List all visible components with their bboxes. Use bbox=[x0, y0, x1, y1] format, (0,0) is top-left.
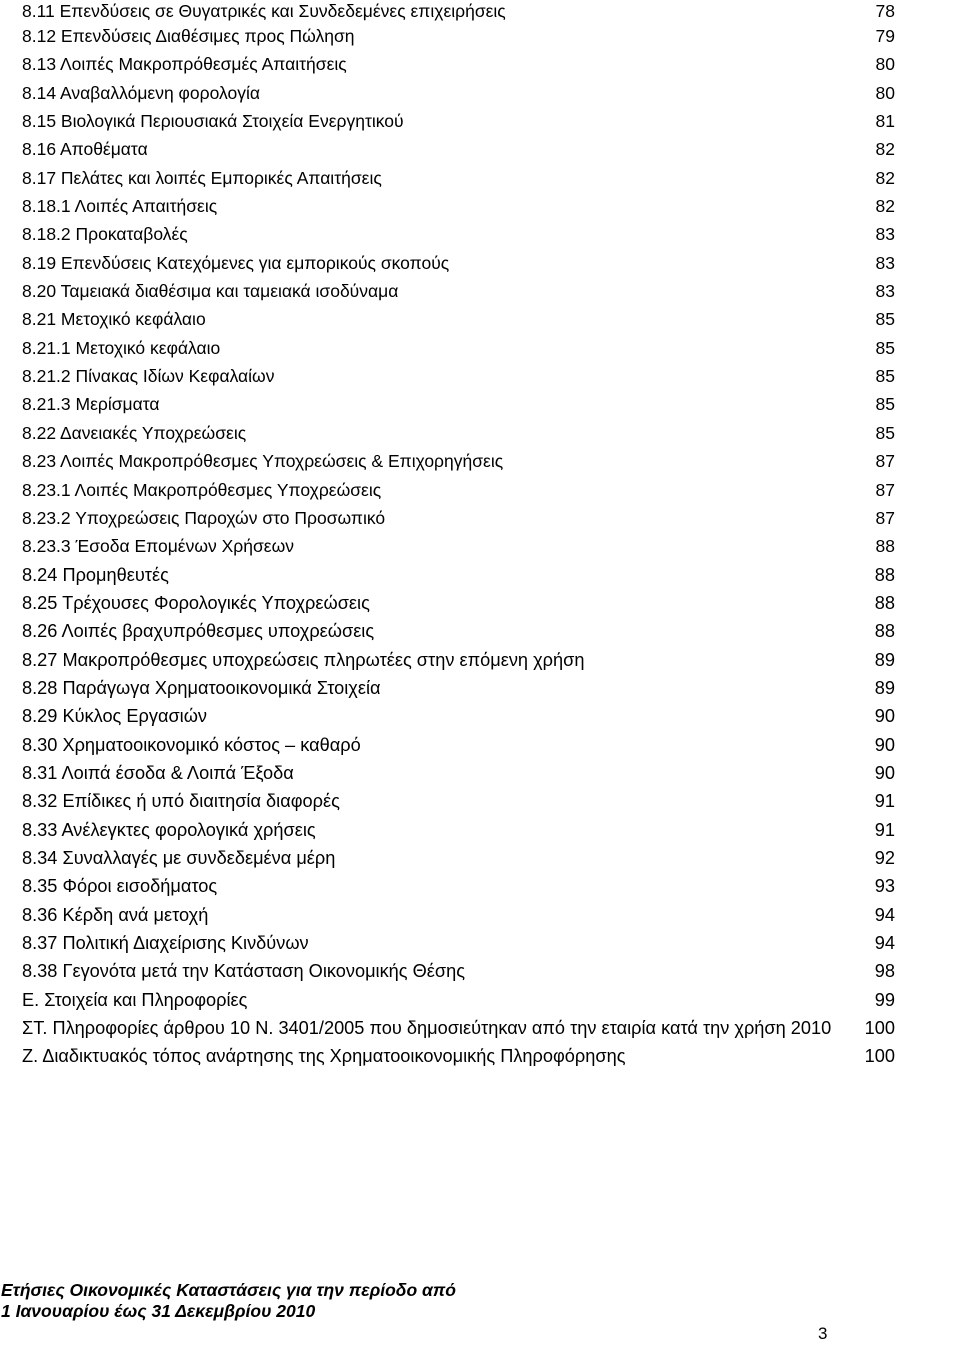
toc-entry-page: 89 bbox=[874, 649, 895, 670]
toc-entry-page: 87 bbox=[875, 479, 895, 500]
toc-entry-st[interactable] bbox=[0, 1014, 960, 1042]
footer-title-line-1: Ετήσιες Οικονομικές Καταστάσεις για την περίοδο από bbox=[1, 1280, 456, 1300]
toc-entry-label: 8.18.2 Προκαταβολές bbox=[22, 224, 188, 245]
toc-entry-page: 100 bbox=[864, 1046, 895, 1067]
toc-entry-8-20[interactable] bbox=[0, 277, 960, 305]
toc-entry-page: 92 bbox=[874, 847, 895, 868]
toc-entry-label: 8.37 Πολιτική Διαχείρισης Κινδύνων bbox=[22, 933, 309, 953]
toc-entry-8-15[interactable] bbox=[0, 107, 960, 135]
toc-entry-8-29[interactable] bbox=[0, 702, 960, 730]
toc-entry-8-27[interactable] bbox=[0, 646, 960, 674]
toc-entry-label: 8.12 Επενδύσεις Διαθέσιμες προς Πώληση bbox=[22, 26, 355, 46]
toc-entry-label: 8.18.1 Λοιπές Απαιτήσεις bbox=[22, 196, 218, 217]
toc-entry-8-28[interactable] bbox=[0, 674, 960, 702]
toc-entry-8-21-2[interactable] bbox=[0, 362, 960, 390]
toc-entry-page: 94 bbox=[874, 904, 895, 925]
toc-entry-label: 8.11 Επενδύσεις σε Θυγατρικές και Συνδεδεμένες επιχειρήσεις bbox=[22, 1, 506, 21]
toc-entry-label: 8.23.3 Έσοδα Επομένων Χρήσεων bbox=[22, 536, 295, 557]
toc-entry-8-21-3[interactable] bbox=[0, 390, 960, 418]
toc-entry-label: 8.23 Λοιπές Μακροπρόθεσμες Υποχρεώσεις & Επιχορηγήσεις bbox=[22, 451, 504, 472]
toc-entry-label: 8.20 Ταμειακά διαθέσιμα και ταμειακά ισοδύναμα bbox=[22, 281, 399, 302]
toc-entry-label: 8.36 Κέρδη ανά μετοχή bbox=[22, 904, 209, 925]
toc-entry-label: 8.13 Λοιπές Μακροπρόθεσμές Απαιτήσεις bbox=[22, 54, 347, 75]
toc-entry-z[interactable] bbox=[0, 1042, 960, 1070]
toc-entry-label: 8.24 Προμηθευτές bbox=[22, 564, 169, 585]
footer-title-line-2: 1 Ιανουαρίου έως 31 Δεκεμβρίου 2010 bbox=[1, 1301, 316, 1321]
toc-entry-8-25[interactable] bbox=[0, 589, 960, 617]
toc-entry-label: Ε. Στοιχεία και Πληροφορίες bbox=[22, 989, 248, 1010]
toc-entry-label: 8.21.3 Μερίσματα bbox=[22, 394, 160, 415]
toc-entry-page: 83 bbox=[875, 224, 895, 245]
toc-entry-page: 88 bbox=[875, 536, 895, 557]
toc-entry-page: 88 bbox=[874, 621, 895, 642]
toc-entry-8-14[interactable] bbox=[0, 79, 960, 107]
toc-entry-page: 81 bbox=[875, 111, 895, 132]
toc-entry-8-11[interactable] bbox=[0, 0, 960, 22]
toc-entry-page: 83 bbox=[875, 252, 895, 273]
toc-entry-label: ΣΤ. Πληροφορίες άρθρου 10 Ν. 3401/2005 που δημοσιεύτηκαν από την εταιρία κατά την χρήση 2010 bbox=[22, 1018, 832, 1039]
toc-entry-8-37[interactable] bbox=[0, 929, 960, 957]
toc-entry-8-23[interactable] bbox=[0, 447, 960, 475]
toc-entry-page: 93 bbox=[874, 876, 895, 897]
toc-entry-page: 87 bbox=[875, 507, 895, 528]
toc-entry-8-13[interactable] bbox=[0, 50, 960, 78]
toc-entry-page: 91 bbox=[874, 791, 895, 812]
toc-entry-label: 8.33 Ανέλεγκτες φορολογικά χρήσεις bbox=[22, 819, 316, 840]
toc-entry-label: 8.26 Λοιπές βραχυπρόθεσμες υποχρεώσεις bbox=[22, 621, 375, 642]
toc-entry-8-26[interactable] bbox=[0, 617, 960, 645]
toc-entry-8-31[interactable] bbox=[0, 759, 960, 787]
toc-entry-page: 88 bbox=[874, 564, 895, 585]
toc-entry-page: 90 bbox=[874, 734, 895, 755]
toc-entry-label: 8.23.1 Λοιπές Μακροπρόθεσμες Υποχρεώσεις bbox=[22, 479, 382, 500]
toc-entry-page: 78 bbox=[875, 1, 895, 21]
toc-entry-label: 8.25 Τρέχουσες Φορολογικές Υποχρεώσεις bbox=[22, 592, 370, 613]
toc-entry-label: 8.29 Κύκλος Εργασιών bbox=[22, 706, 208, 727]
toc-entry-label: 8.27 Μακροπρόθεσμες υποχρεώσεις πληρωτέες στην επόμενη χρήση bbox=[22, 649, 585, 670]
toc-entry-page: 80 bbox=[875, 82, 895, 103]
toc-entry-page: 85 bbox=[875, 394, 895, 415]
toc-entry-8-24[interactable] bbox=[0, 561, 960, 589]
toc-entry-page: 80 bbox=[875, 54, 895, 75]
toc-entry-label: 8.32 Επίδικες ή υπό διαιτησία διαφορές bbox=[22, 791, 340, 812]
toc-entry-page: 87 bbox=[875, 451, 895, 472]
toc-entry-page: 79 bbox=[875, 26, 895, 46]
toc-entry-label: 8.14 Αναβαλλόμενη φορολογία bbox=[22, 82, 260, 103]
toc-entry-page: 82 bbox=[875, 139, 895, 160]
toc-entry-e[interactable] bbox=[0, 986, 960, 1014]
toc-entry-page: 85 bbox=[875, 337, 895, 358]
toc-entry-page: 90 bbox=[874, 762, 895, 783]
toc-entry-8-23-3[interactable] bbox=[0, 532, 960, 560]
toc-entry-label: 8.22 Δανειακές Υποχρεώσεις bbox=[22, 422, 247, 443]
toc-entry-8-22[interactable] bbox=[0, 419, 960, 447]
toc-entry-page: 82 bbox=[875, 196, 895, 217]
toc-entry-label: 8.23.2 Υποχρεώσεις Παροχών στο Προσωπικό bbox=[22, 507, 386, 528]
toc-entry-8-32[interactable] bbox=[0, 787, 960, 815]
toc-entry-label: 8.34 Συναλλαγές με συνδεδεμένα μέρη bbox=[22, 847, 336, 868]
toc-entry-8-12[interactable] bbox=[0, 22, 960, 50]
toc-entry-8-17[interactable] bbox=[0, 164, 960, 192]
toc-entry-page: 100 bbox=[864, 1018, 895, 1039]
toc-entry-page: 99 bbox=[874, 989, 895, 1010]
toc-entry-page: 88 bbox=[874, 592, 895, 613]
toc-entry-8-21-1[interactable] bbox=[0, 334, 960, 362]
toc-entry-page: 85 bbox=[875, 309, 895, 330]
toc-entry-8-23-2[interactable] bbox=[0, 504, 960, 532]
toc-entry-8-38[interactable] bbox=[0, 957, 960, 985]
toc-entry-label: 8.17 Πελάτες και λοιπές Εμπορικές Απαιτήσεις bbox=[22, 167, 382, 188]
toc-entry-8-36[interactable] bbox=[0, 901, 960, 929]
toc-entry-label: Ζ. Διαδικτυακός τόπος ανάρτησης της Χρηματοοικονομικής Πληροφόρησης bbox=[22, 1046, 626, 1067]
toc-entry-8-35[interactable] bbox=[0, 872, 960, 900]
toc-entry-label: 8.38 Γεγονότα μετά την Κατάσταση Οικονομικής Θέσης bbox=[22, 961, 465, 982]
toc-entry-page: 98 bbox=[874, 961, 895, 982]
toc-entry-page: 83 bbox=[875, 281, 895, 302]
toc-entry-label: 8.19 Επενδύσεις Κατεχόμενες για εμπορικούς σκοπούς bbox=[22, 252, 450, 273]
toc-entry-8-16[interactable] bbox=[0, 135, 960, 163]
toc-entry-8-33[interactable] bbox=[0, 816, 960, 844]
toc-entry-8-30[interactable] bbox=[0, 731, 960, 759]
toc-entry-label: 8.28 Παράγωγα Χρηματοοικονομικά Στοιχεία bbox=[22, 677, 381, 698]
toc-entry-label: 8.31 Λοιπά έσοδα & Λοιπά Έξοδα bbox=[22, 762, 294, 783]
toc-entry-label: 8.30 Χρηματοοικονομικό κόστος – καθαρό bbox=[22, 734, 361, 755]
toc-entry-page: 94 bbox=[874, 933, 895, 953]
toc-entry-8-18-2[interactable] bbox=[0, 220, 960, 248]
toc-entry-label: 8.16 Αποθέματα bbox=[22, 139, 148, 160]
toc-entry-label: 8.35 Φόροι εισοδήματος bbox=[22, 876, 218, 897]
toc-entry-8-18-1[interactable] bbox=[0, 192, 960, 220]
page-number: 3 bbox=[818, 1324, 828, 1343]
toc-entry-label: 8.21.2 Πίνακας Ιδίων Κεφαλαίων bbox=[22, 366, 275, 387]
toc-entry-label: 8.21 Μετοχικό κεφάλαιο bbox=[22, 309, 206, 330]
toc-entry-8-19[interactable] bbox=[0, 249, 960, 277]
toc-entry-8-23-1[interactable] bbox=[0, 476, 960, 504]
toc-entry-label: 8.15 Βιολογικά Περιουσιακά Στοιχεία Ενεργητικού bbox=[22, 111, 404, 132]
toc-entry-page: 89 bbox=[874, 677, 895, 698]
toc-entry-page: 82 bbox=[875, 167, 895, 188]
toc-entry-label: 8.21.1 Μετοχικό κεφάλαιο bbox=[22, 337, 221, 358]
toc-entry-8-21[interactable] bbox=[0, 305, 960, 333]
toc-entry-8-34[interactable] bbox=[0, 844, 960, 872]
toc-entry-page: 85 bbox=[875, 366, 895, 387]
toc-entry-page: 90 bbox=[874, 706, 895, 727]
toc-entry-page: 91 bbox=[874, 819, 895, 840]
toc-entry-page: 85 bbox=[875, 422, 895, 443]
